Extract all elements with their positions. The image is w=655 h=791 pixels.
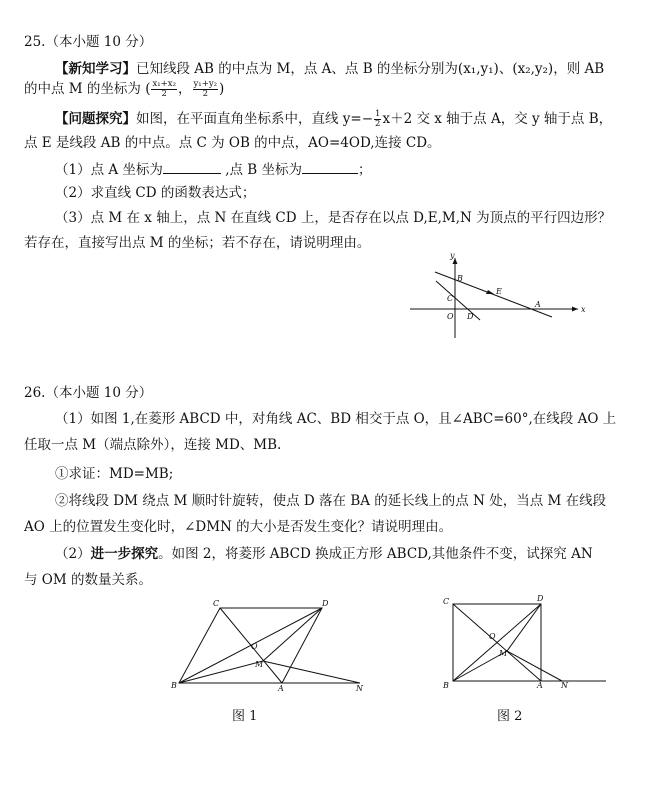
fig1-label-m: M <box>255 660 264 669</box>
fig2-label-a: A <box>537 681 543 690</box>
part2-number: （2） <box>55 546 91 562</box>
q26-sub2-line1: ②将线段 DM 绕点 M 顺时针旋转，使点 D 落在 BA 的延长线上的点 N 处，当点 M 在线段 <box>55 493 607 509</box>
q26-part1-line1: （1）如图 1,在菱形 ABCD 中，对角线 AC、BD 相交于点 O，且∠ABC=60°,在线段 AO 上 <box>55 411 617 427</box>
fig1-label-o: O <box>251 642 258 651</box>
fig1-label-n: N <box>356 684 363 693</box>
q26-part1-line2: 任取一点 M（端点除外），连接 MD、MB. <box>24 437 282 453</box>
q25-part3-line2: 若存在，直接写出点 M 的坐标；若不存在，请说明理由。 <box>24 235 371 251</box>
label-x: x <box>581 305 586 314</box>
fig1-label-a: A <box>278 684 284 693</box>
label-e: E <box>496 287 502 296</box>
part2-text: 。如图 2，将菱形 ABCD 换成正方形 ABCD,其他条件不变，试探究 AN <box>158 546 593 562</box>
fig2-label-o: O <box>489 632 496 641</box>
fraction-x-numerator: x₁+x₂ <box>152 79 176 89</box>
segment-mn <box>507 651 562 681</box>
fraction-y-numerator: y₁+y₂ <box>193 79 218 89</box>
close-paren: ) <box>219 81 225 97</box>
label-c: C <box>447 294 454 303</box>
new-knowledge-tag: 【新知学习】 <box>55 61 136 77</box>
q25-part3-line1: （3）点 M 在 x 轴上，点 N 在直线 CD 上，是否存在以点 D,E,M,N 为顶点的平行四边形？ <box>55 210 612 226</box>
label-d: D <box>467 312 474 321</box>
fraction-y-denominator: 2 <box>202 89 208 99</box>
explore-text-end: x＋2 交 x 轴于点 A，交 y 轴于点 B， <box>382 111 613 127</box>
part1-text-b: ,点 B 坐标为 <box>220 162 303 178</box>
fraction-x-denominator: 2 <box>161 89 167 99</box>
fig1-label-b: B <box>171 681 177 690</box>
q26-part2-line2: 与 OM 的数量关系。 <box>24 572 152 588</box>
q26-sub2-line2: AO 上的位置发生变化时，∠DMN 的大小是否发生变化？请说明理由。 <box>24 519 453 535</box>
figure-1-caption: 图 1 <box>232 709 258 724</box>
q25-header: 25.（本小题 10 分） <box>24 34 153 50</box>
explore-tag: 【问题探究】 <box>55 111 136 127</box>
further-explore-tag: 进一步探究 <box>90 546 159 562</box>
fig2-label-m: M <box>499 649 508 658</box>
fig2-label-c: C <box>443 597 450 606</box>
coord-a: (x₁,y₁) <box>457 61 499 77</box>
fig2-label-b: B <box>443 681 449 690</box>
explore-text: 如图，在平面直角坐标系中，直线 y=− <box>136 111 374 127</box>
q26-sub1: ①求证：MD=MB; <box>55 466 174 482</box>
segment-md <box>507 604 541 651</box>
fig2-label-n: N <box>561 681 568 690</box>
part1-text-c: ； <box>358 162 372 178</box>
midpoint-text: 的中点 M 的坐标为 ( <box>24 81 151 97</box>
label-a: A <box>535 300 541 309</box>
label-o: O <box>447 312 454 321</box>
figure-2-caption: 图 2 <box>497 709 523 724</box>
q26-header: 26.（本小题 10 分） <box>24 385 153 401</box>
coord-b: (x₂,y₂) <box>512 61 554 77</box>
fig2-label-d: D <box>537 594 544 603</box>
fig1-label-c: C <box>213 599 220 608</box>
fig1-label-d: D <box>322 599 329 608</box>
intro-text-end: ，则 AB <box>553 61 605 77</box>
label-b: B <box>457 274 463 283</box>
comma: ， <box>178 81 192 97</box>
separator: 、 <box>498 61 513 77</box>
part1-text-a: （1）点 A 坐标为 <box>55 162 163 178</box>
fraction-half-numerator: 1 <box>375 109 381 119</box>
q25-explore-line2: 点 E 是线段 AB 的中点。点 C 为 OB 的中点，AO=4OD,连接 CD。 <box>24 135 441 151</box>
fraction-half-denominator: 2 <box>375 119 381 129</box>
label-y: y <box>450 251 455 260</box>
intro-text: 已知线段 AB 的中点为 M，点 A、点 B 的坐标分别为 <box>136 61 458 77</box>
q25-part2: （2）求直线 CD 的函数表达式； <box>55 185 256 201</box>
